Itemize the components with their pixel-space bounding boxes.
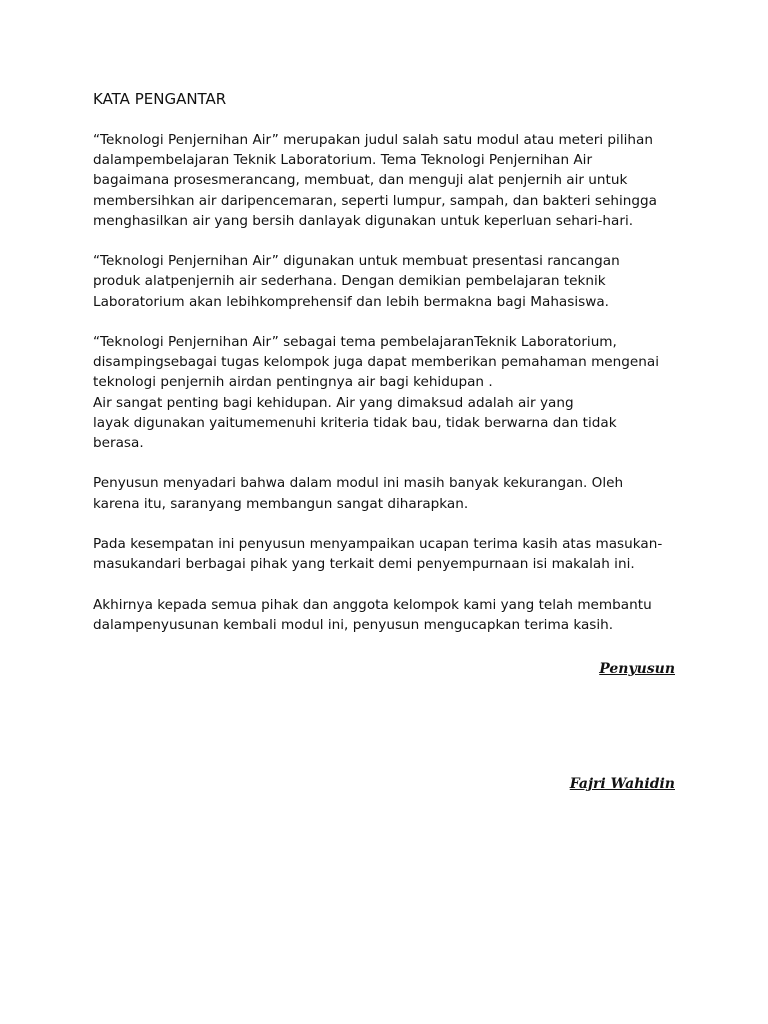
paragraph-1 — [93, 130, 676, 231]
paragraph-line: produk alatpenjernih air sederhana. Dengan demikian pembelajaran teknik — [93, 273, 606, 290]
signature-name: Fajri Wahidin — [569, 776, 675, 792]
paragraph-2 — [93, 251, 676, 312]
paragraph-line: “Teknologi Penjernihan Air” digunakan untuk membuat presentasi rancangan — [93, 253, 620, 270]
paragraph-line: Air sangat penting bagi kehidupan. Air yang dimaksud adalah air yang — [93, 394, 574, 411]
document-content — [93, 89, 676, 655]
paragraph-line: bagaimana prosesmerancang, membuat, dan menguji alat penjernih air untuk — [93, 172, 628, 189]
paragraph-5 — [93, 534, 676, 574]
paragraph-line: berasa. — [93, 435, 144, 452]
paragraph-4 — [93, 473, 676, 513]
paragraph-line: “Teknologi Penjernihan Air” merupakan judul salah satu modul atau meteri pilihan — [93, 132, 653, 148]
paragraph-line: Akhirnya kepada semua pihak dan anggota kelompok kami yang telah membantu — [93, 596, 652, 613]
paragraph-line: disampingsebagai tugas kelompok juga dapat memberikan pemahaman mengenai — [93, 354, 660, 371]
paragraph-line: teknologi penjernih airdan pentingnya air bagi kehidupan . — [93, 374, 493, 391]
paragraph-line: Penyusun menyadari bahwa dalam modul ini masih banyak kekurangan. Oleh — [93, 475, 624, 492]
paragraph-line: Pada kesempatan ini penyusun menyampaikan ucapan terima kasih atas masukan- — [93, 536, 663, 552]
page-title: KATA PENGANTAR — [93, 90, 227, 108]
paragraph-line: dalampembelajaran Teknik Laboratorium. Tema Teknologi Penjernihan Air — [93, 152, 593, 169]
paragraph-line: membersihkan air daripencemaran, seperti lumpur, sampah, dan bakteri sehingga — [93, 192, 657, 209]
paragraph-line: layak digunakan yaitumemenuhi kriteria tidak bau, tidak berwarna dan tidak — [93, 414, 617, 431]
paragraph-line: karena itu, saranyang membangun sangat diharapkan. — [93, 495, 469, 512]
paragraph-line: dalampenyusunan kembali modul ini, penyusun mengucapkan terima kasih. — [93, 616, 614, 633]
paragraph-line: Laboratorium akan lebihkomprehensif dan lebih bermakna bagi Mahasiswa. — [93, 293, 609, 310]
paragraph-line: “Teknologi Penjernihan Air” sebagai tema pembelajaranTeknik Laboratorium, — [93, 334, 617, 350]
paragraph-line: menghasilkan air yang bersih danlayak digunakan untuk keperluan sehari-hari. — [93, 212, 634, 229]
paragraph-6 — [93, 595, 676, 635]
paragraph-3 — [93, 332, 676, 453]
paragraph-line: masukandari berbagai pihak yang terkait demi penyempurnaan isi makalah ini. — [93, 556, 635, 573]
signature-role: Penyusun — [599, 661, 675, 677]
